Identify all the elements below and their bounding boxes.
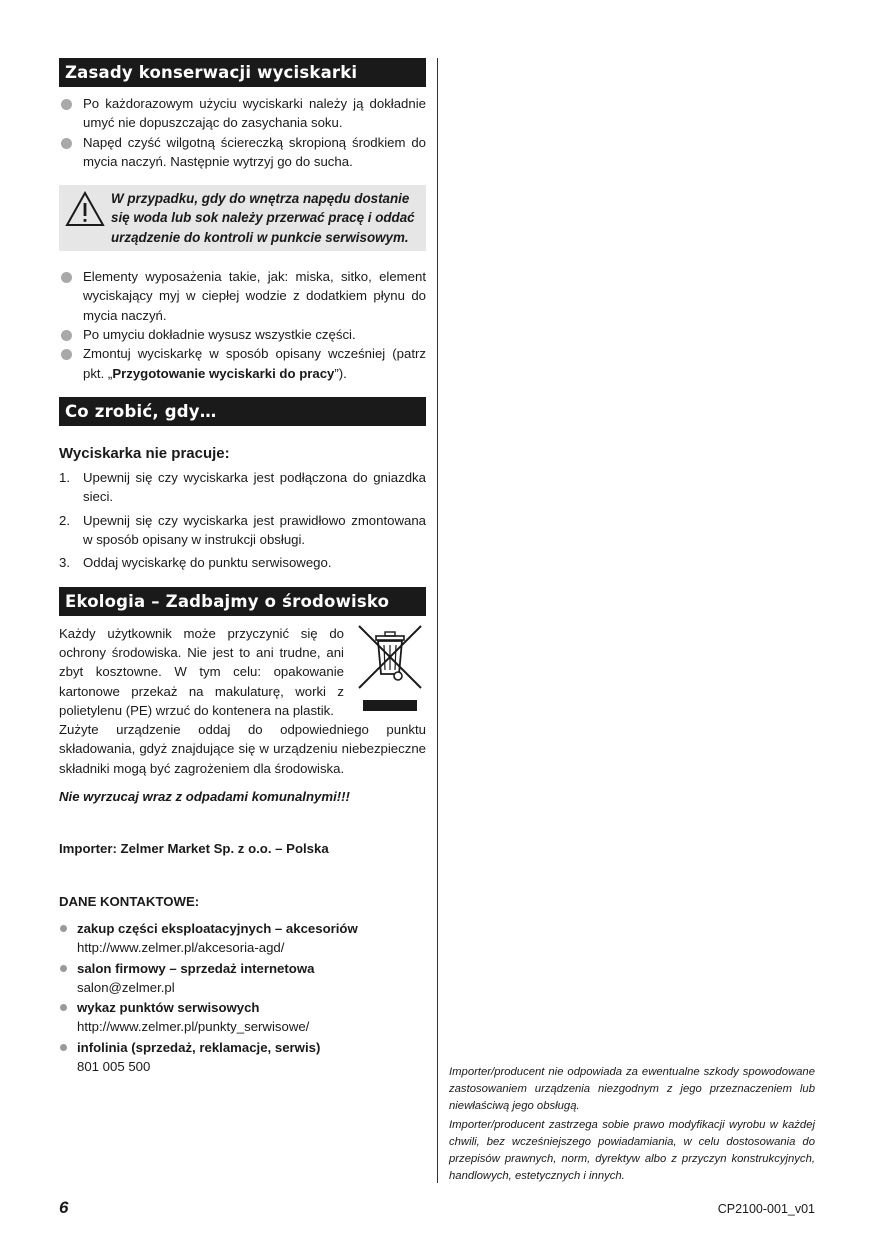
list-item: 1. Upewnij się czy wyciskarka jest podłączona do gniazdka sieci. <box>59 470 426 505</box>
column-divider <box>437 58 438 1183</box>
contact-email[interactable]: salon@zelmer.pl <box>77 979 175 995</box>
list-item: 3. Oddaj wyciskarkę do punktu serwisowego. <box>59 555 332 571</box>
section-header-ecology: Ekologia – Zadbajmy o środowisko <box>59 587 426 616</box>
disclaimer <box>449 1064 815 1187</box>
document-code: CP2100-001_v01 <box>717 1202 815 1216</box>
warning-triangle-icon <box>59 189 111 227</box>
contact-label: zakup części eksploatacyjnych – akcesoriów <box>77 920 358 936</box>
troubleshoot-list <box>59 468 426 572</box>
importer-line: Importer: Zelmer Market Sp. z o.o. – Polska <box>59 841 329 857</box>
reference-link-text: Przygotowanie wyciskarki do pracy <box>112 365 335 381</box>
contacts-list <box>59 919 426 1076</box>
maintenance-list-a <box>59 94 426 171</box>
contacts-title: DANE KONTAKTOWE: <box>59 893 200 909</box>
left-column <box>59 58 426 1077</box>
contact-phone: 801 005 500 <box>77 1058 151 1074</box>
troubleshoot-subtitle: Wyciskarka nie pracuje: <box>59 444 230 462</box>
contact-label: salon firmowy – sprzedaż internetowa <box>77 960 315 976</box>
ecology-intro-block <box>59 624 426 720</box>
list-item: Po każdorazowym użyciu wyciskarki należy ją dokładnie umyć nie dopuszczając do zasychania soku. <box>59 94 426 133</box>
warning-text: W przypadku, gdy do wnętrza napędu dostanie się woda lub sok należy przerwać pracę i oddać urządzenie do kontroli w punkcie serwisowym. <box>111 191 415 245</box>
bin-underline-bar <box>363 700 417 711</box>
page-number: 6 <box>59 1198 69 1217</box>
contact-link[interactable]: http://www.zelmer.pl/akcesoria-agd/ <box>77 940 285 956</box>
crossed-bin-icon <box>354 624 426 720</box>
disclaimer-paragraph: Importer/producent nie odpowiada za ewentualne szkody spowodowane zastosowaniem urządzenia niezgodnym z jego przeznaczeniem lub niewłaściwą jego obsługą. <box>449 1066 815 1112</box>
warning-box <box>59 185 426 251</box>
contact-item <box>59 1038 426 1077</box>
section-header-maintenance: Zasady konserwacji wyciskarki <box>59 58 426 87</box>
ecology-intro: Każdy użytkownik może przyczynić się do ochrony środowiska. Nie jest to ani trudne, ani zbyt kosztowne. W tym celu: opakowanie kartonowe przekaż na makulaturę, worki z polietylenu (PE) wrzuć do kontenera na plastik. <box>59 625 344 718</box>
contact-item <box>59 998 426 1037</box>
contact-link[interactable]: http://www.zelmer.pl/punkty_serwisowe/ <box>77 1019 310 1035</box>
list-item: Zmontuj wyciskarkę w sposób opisany wcześniej (patrz pkt. „Przygotowanie wyciskarki do pracy”). <box>59 344 426 383</box>
contact-item <box>59 959 426 998</box>
list-item: Napęd czyść wilgotną ściereczką skropioną środkiem do mycia naczyń. Następnie wytrzyj go do sucha. <box>59 133 426 172</box>
ecology-paragraph: Zużyte urządzenie oddaj do odpowiedniego punktu składowania, gdyż znajdujące się w urządzeniu niebezpieczne składniki mogą być zagrożeniem dla środowiska. <box>59 722 426 776</box>
section-header-troubleshoot: Co zrobić, gdy… <box>59 397 426 426</box>
list-item: 2. Upewnij się czy wyciskarka jest prawidłowo zmontowana w sposób opisany w instrukcji obsługi. <box>59 512 426 548</box>
maintenance-list-b <box>59 267 426 383</box>
contact-label: wykaz punktów serwisowych <box>77 1000 260 1016</box>
list-item: Elementy wyposażenia takie, jak: miska, sitko, element wyciskający myj w ciepłej wodzie z dodatkiem płynu do mycia naczyń. <box>59 267 426 325</box>
contact-label: infolinia (sprzedaż, reklamacje, serwis) <box>77 1039 321 1055</box>
list-item: Po umyciu dokładnie wysusz wszystkie części. <box>59 325 426 344</box>
ecology-warning: Nie wyrzucaj wraz z odpadami komunalnymi!!! <box>59 789 350 805</box>
contact-item <box>59 919 426 958</box>
disclaimer-paragraph: Importer/producent zastrzega sobie prawo modyfikacji wyrobu w każdej chwili, bez wcześniejszego powiadamiania, w celu dostosowania do przepisów prawnych, norm, dyrektyw albo z przyczyn konstrukcyjnych, handlowych, estetycznych i innych. <box>449 1119 815 1182</box>
